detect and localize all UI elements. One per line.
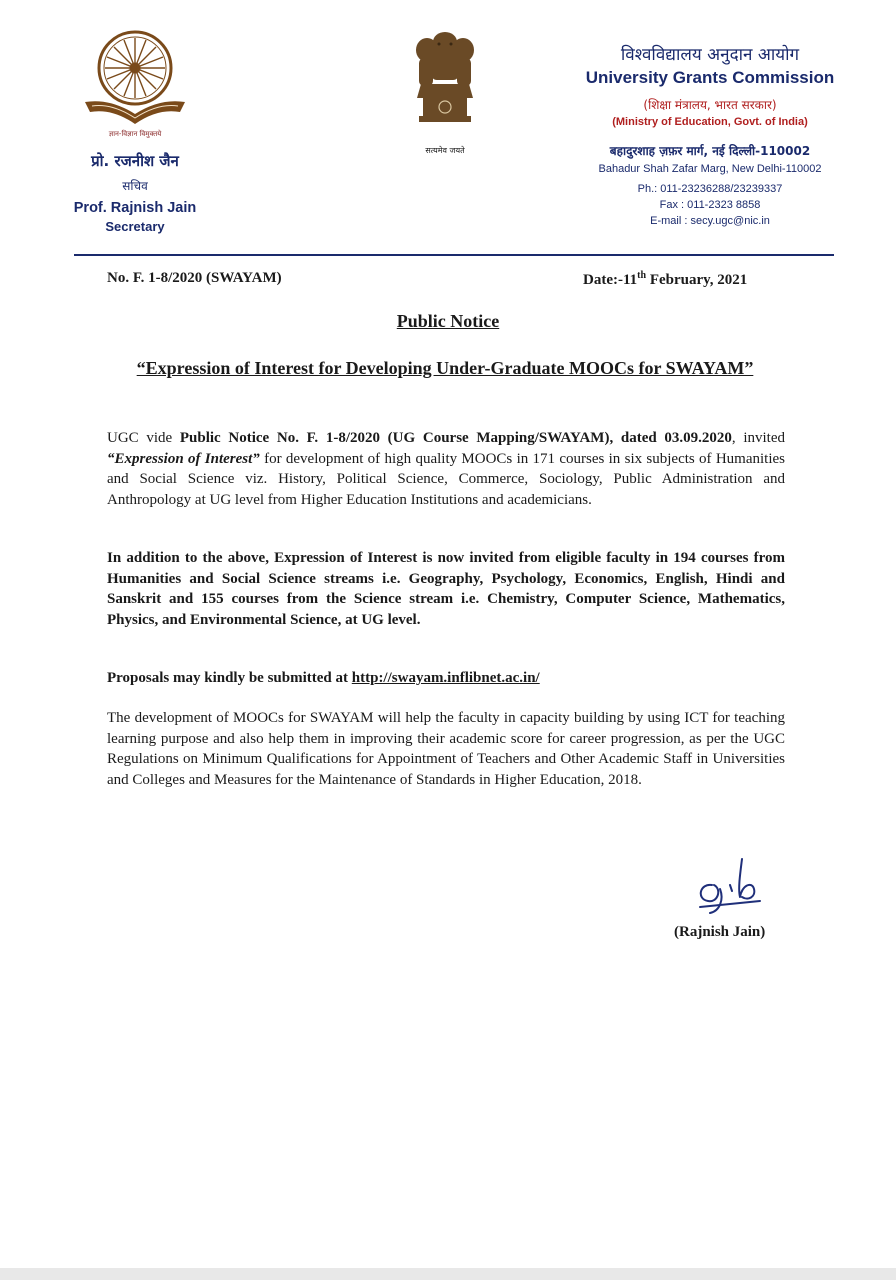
paragraph-previous-notice: UGC vide Public Notice No. F. 1-8/2020 (UG Course Mapping/SWAYAM), dated 03.09.2020, invited “Expression of Interest” for development of high quality MOOCs in 171 courses in six subjects of Humanities and Social Science viz. History, Political Science, Commerce, Sociology, Public Administration and Anthropology at UG level from Higher Education Institutions and academicians. [107,430,785,508]
address: Bahadur Shah Zafar Marg, New Delhi-110002 [598,163,822,175]
organization-name-hindi: विश्वविद्यालय अनुदान आयोग [620,45,800,65]
secretary-name: Prof. Rajnish Jain [73,200,197,216]
emblem-motto: सत्यमेव जयते [425,146,465,155]
national-emblem-block [395,28,495,156]
reference-number: No. F. 1-8/2020 (SWAYAM) [107,270,282,286]
address-hindi: बहादुरशाह ज़फ़र मार्ग, नई दिल्ली-110002 [609,144,811,158]
paragraph-benefits: The development of MOOCs for SWAYAM will help the faculty in capacity building by using ICT for teaching learning purpose and also help them in improving their academic score for career progression, as per the UGC Regulations on Minimum Qualifications for Appointment of Teachers and Other Academic Staff in Universities and Colleges and Measures for the Maintenance of Standards in Higher Education, 2018. [107,710,785,788]
secretary-block [60,28,210,234]
page-bottom-edge [0,1268,896,1280]
letterhead-divider [74,254,834,256]
logo-motto: ज्ञान-विज्ञान विमुक्तये [108,130,162,138]
secretary-title: Secretary [105,219,165,234]
phone-number: Ph.: 011-23236288/23239337 [637,183,783,195]
submission-link[interactable]: http://swayam.inflibnet.ac.in/ [351,670,540,686]
organization-name: University Grants Commission [585,68,835,87]
organization-block [575,42,845,229]
national-emblem-icon [405,28,485,138]
contact-details [575,181,845,229]
ministry-name: (Ministry of Education, Govt. of India) [612,116,808,128]
ugc-logo [80,28,190,128]
notice-title: Public Notice [396,311,500,331]
paragraph-submission: Proposals may kindly be submitted at http://swayam.inflibnet.ac.in/ [107,670,540,686]
handwritten-signature [690,855,780,920]
notice-date: Date:-11th February, 2021 [583,270,748,288]
notice-subject: “Expression of Interest for Developing Under-Graduate MOOCs for SWAYAM” [136,358,754,378]
secretary-name-hindi: प्रो. रजनीश जैन [91,152,179,170]
fax-number: Fax : 011-2323 8858 [659,199,761,211]
secretary-title-hindi: सचिव [122,179,148,193]
signatory-name: (Rajnish Jain) [674,924,766,940]
paragraph-new-invitation: In addition to the above, Expression of Interest is now invited from eligible faculty in 194 courses from Humanities and Social Science streams i.e. Geography, Psychology, Economics, English, Hindi and Sanskrit and 155 courses from the Science stream i.e. Chemistry, Computer Science, Mathematics, Physics, and Environmental Science, at UG level. [107,550,785,628]
ministry-hindi: (शिक्षा मंत्रालय, भारत सरकार) [643,98,777,112]
email-address: E-mail : secy.ugc@nic.in [650,215,770,227]
